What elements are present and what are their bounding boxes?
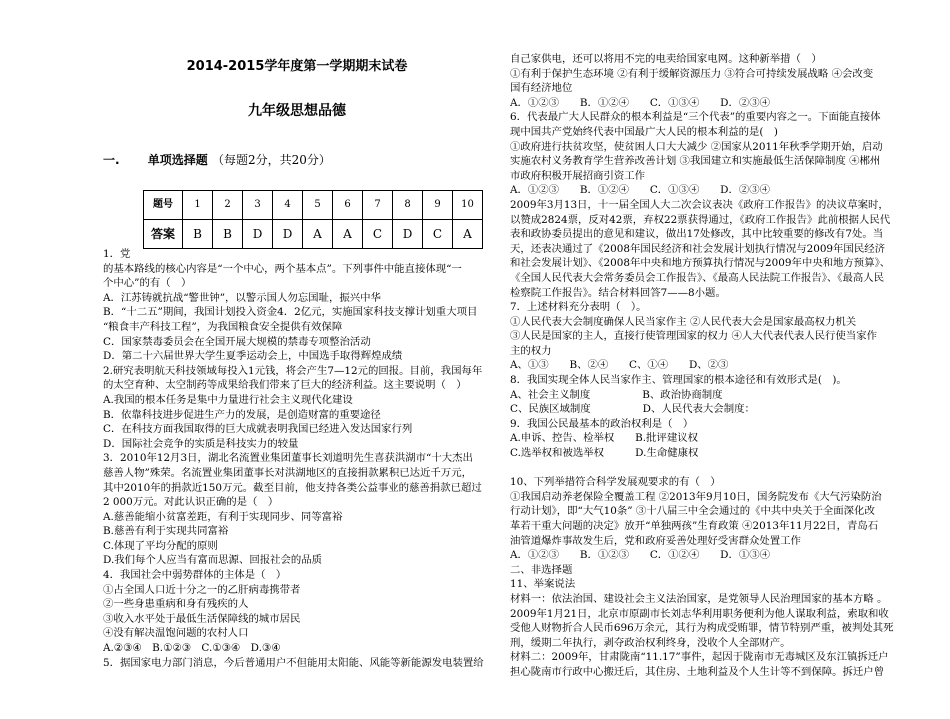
exam-subtitle: 九年级思想品德 bbox=[248, 103, 346, 119]
text-line: 现中国共产党始终代表中国最广大人民的根本利益的是( ) bbox=[510, 125, 778, 138]
text-line: 检察院工作报告》。结合材料回答7——8小题。 bbox=[510, 286, 726, 299]
text-line: A.慈善能缩小贫富差距，有利于实现同步、同等富裕 bbox=[103, 510, 343, 523]
text-line: ③人民是国家的主人，直接行使管理国家的权力 ④人大代表代表人民行使当家作 bbox=[510, 330, 877, 343]
text-line: 材料二：2009年，甘肃陇南“11.17”事件，起因于陇南市无毒城区及东江镇拆迁户 bbox=[510, 651, 889, 664]
answer-cell: A bbox=[453, 220, 483, 249]
text-line: D．第二十六届世界大学生夏季运动会上，中国选手取得辉煌成绩 bbox=[103, 350, 403, 363]
text-line: 4．我国社会中弱势群体的主体是（ ） bbox=[103, 569, 287, 582]
text-line: 6．代表最广大人民群众的根本利益是“三个代表”的重要内容之一。下面能直接体 bbox=[510, 111, 881, 124]
text-line: ②一些身患重病和身有残疾的人 bbox=[103, 598, 249, 611]
table-header-cell: 答案 bbox=[144, 220, 183, 249]
text-line: 实施农村义务教育学生营养改善计划 ③我国建立和实施最低生活保障制度 ④郴州 bbox=[510, 155, 881, 168]
text-line: 2.研究表明航天科技领域每投入1元钱，将会产生7—12元的回报。目前，我国每年 bbox=[103, 364, 483, 377]
section-heading bbox=[103, 153, 331, 168]
right-column-questions bbox=[510, 52, 915, 680]
text-line: C.选举权和被选举权 D.生命健康权 bbox=[510, 447, 699, 460]
text-line: “粮食丰产科技工程”，为我国粮食安全提供有效保障 bbox=[103, 320, 343, 333]
text-line: 主的权力 bbox=[510, 344, 552, 357]
text-line: C．国家禁毒委员会在全国开展大规模的禁毒专项整治活动 bbox=[103, 335, 371, 348]
text-line: A．江苏铸就抗战“警世钟”，以警示国人勿忘国耻，振兴中华 bbox=[103, 291, 381, 304]
text-line: ①政府进行扶贫攻坚，使贫困人口大大减少 ②国家从2011年秋季学期开始，启动 bbox=[510, 140, 883, 153]
answer-table bbox=[143, 190, 483, 249]
exam-title: 2014-2015学年度第一学期期末试卷 bbox=[186, 59, 408, 74]
text-line: 刑，缓期二年执行，剥夺政治权利终身，没收个人全部财产。 bbox=[510, 636, 791, 649]
text-line: 8．我国实现全体人民当家作主、管理国家的根本途径和有效形式是( )。 bbox=[510, 374, 847, 387]
text-line: 11、举案说法 bbox=[510, 578, 576, 591]
text-line: D.我们每个人应当有富而思源、回报社会的品质 bbox=[103, 554, 323, 567]
question-number-cell: 1 bbox=[183, 191, 213, 220]
text-line: 2009年1月21日，北京市原副市长刘志华利用职务便利为他人谋取利益，索取和收 bbox=[510, 607, 889, 620]
text-line: 表和政协委员提出的意见和建议，做出17处修改，其中比较重要的修改有7处。当 bbox=[510, 228, 884, 241]
text-line bbox=[510, 461, 915, 476]
text-line: 天，还表决通过了《2008年国民经济和社会发展计划执行情况与2009年国民经济 bbox=[510, 242, 885, 255]
text-line: 和社会发展计划》、《2008年中央和地方预算执行情况与2009年中央和地方预算》、 bbox=[510, 257, 891, 270]
text-line: 个中心”的有（ ） bbox=[103, 277, 192, 290]
text-line: A.②③④ B.①②③ C.①③④ D.③④ bbox=[103, 642, 281, 655]
text-line: 2 000万元。对此认识正确的是（ ） bbox=[103, 496, 279, 509]
text-line: 1．党 bbox=[103, 248, 131, 260]
text-line: A．①②③ B．①②③ C．①②④ D．①③④ bbox=[510, 549, 771, 562]
question-number-cell: 4 bbox=[273, 191, 303, 220]
text-line: 油管道爆炸事故发生后，党和政府妥善处理好受害群众处置工作 bbox=[510, 534, 801, 547]
table-header-cell: 题号 bbox=[144, 191, 183, 220]
section-note: （每题2分，共20分） bbox=[211, 153, 331, 167]
text-line: ④没有解决温饱问题的农村人口 bbox=[103, 627, 249, 640]
text-line: ①我国启动养老保险全覆盖工程 ②2013年9月10日，国务院发布《大气污染防治 bbox=[510, 490, 882, 503]
question-number-cell: 7 bbox=[363, 191, 393, 220]
answer-cell: D bbox=[243, 220, 273, 249]
text-line: 材料一：依法治国、建设社会主义法治国家，是党领导人民治理国家的基本方略 。 bbox=[510, 592, 888, 605]
question-number-cell: 10 bbox=[453, 191, 483, 220]
text-line: ③收入水平处于最低生活保障线的城市居民 bbox=[103, 612, 301, 625]
text-line: B．依靠科技进步促进生产力的发展，是创造财富的重要途径 bbox=[103, 408, 381, 421]
answer-cell: B bbox=[183, 220, 213, 249]
question-number-cell: 8 bbox=[393, 191, 423, 220]
text-line: 市政府积极开展招商引资工作 bbox=[510, 169, 646, 182]
text-line: C.体现了平均分配的原则 bbox=[103, 539, 218, 552]
text-line: ①占全国人口近十分之一的乙肝病毒携带者 bbox=[103, 583, 301, 596]
table-row bbox=[144, 220, 483, 249]
text-line: A.我国的根本任务是集中力量进行社会主义现代化建设 bbox=[103, 393, 353, 406]
text-line: 的基本路线的核心内容是“一个中心，两个基本点”。下列事件中能直接体现“一 bbox=[103, 262, 462, 275]
text-line: A．①②③ B．①②④ C．①③④ D．②③④ bbox=[510, 96, 771, 109]
text-line: 的太空育种、太空制药等成果给我们带来了巨大的经济利益。这主要说明（ ） bbox=[103, 379, 467, 392]
answer-cell: B bbox=[213, 220, 243, 249]
text-line: 自己家供电，还可以将用不完的电卖给国家电网。这种新举措（ ） bbox=[510, 53, 822, 65]
text-line: A．①②③ B．①②④ C．①③④ D．②③④ bbox=[510, 184, 771, 197]
question-number-cell: 2 bbox=[213, 191, 243, 220]
text-line: 受他人财物折合人民币696万余元，其行为构成受贿罪，情节特别严重，被判处其死 bbox=[510, 622, 894, 635]
text-line: A、①③ B、②④ C、①④ D、②③ bbox=[510, 359, 729, 372]
text-line: 10、下列举措符合科学发展观要求的有（ ） bbox=[510, 476, 721, 489]
text-line: 3．2010年12月3日，湖北名流置业集团董事长刘道明先生喜获洪湖市“十大杰出 bbox=[103, 452, 473, 465]
answer-cell: D bbox=[393, 220, 423, 249]
answer-cell: D bbox=[273, 220, 303, 249]
text-line: C．在科技方面我国取得的巨大成就表明我国已经进入发达国家行列 bbox=[103, 423, 413, 436]
text-line: 2009年3月13日，十一届全国人大二次会议表决《政府工作报告》的决议草案时， bbox=[510, 198, 889, 211]
text-line: 7．上述材料充分表明（ ）。 bbox=[510, 301, 647, 314]
text-line: 二、非选择题 bbox=[510, 563, 573, 576]
text-line: 行动计划》，即“大气10条” ③十八届三中全会通过的《中共中央关于全面深化改 bbox=[510, 505, 875, 518]
text-line: ①有利于保护生态环境 ②有利于缓解资源压力 ③符合可持续发展战略 ④会改变 bbox=[510, 67, 874, 80]
table-row bbox=[144, 191, 483, 220]
text-line: 9．我国公民最基本的政治权利是（ ） bbox=[510, 417, 694, 430]
text-line: 《全国人民代表大会常务委员会工作报告》、《最高人民法院工作报告》、《最高人民 bbox=[510, 271, 885, 284]
question-number-cell: 3 bbox=[243, 191, 273, 220]
text-line: 以赞成2824票，反对42票，弃权22票获得通过，《政府工作报告》此前根据人民代 bbox=[510, 213, 891, 226]
answer-cell: A bbox=[333, 220, 363, 249]
text-line: 国有经济地位 bbox=[510, 82, 573, 95]
section-number: 一. bbox=[103, 153, 120, 167]
answer-cell: C bbox=[423, 220, 453, 249]
text-line: A.申诉、控告、检举权 B.批评建议权 bbox=[510, 432, 698, 445]
question-number-cell: 5 bbox=[303, 191, 333, 220]
text-line: D．国际社会竞争的实质是科技实力的较量 bbox=[103, 437, 299, 450]
section-title: 单项选择题 bbox=[147, 153, 208, 167]
text-line: 担心陇南市行政中心搬迁后，其住房、土地利益及个人生计等不到保障。拆迁户曾 bbox=[510, 665, 885, 678]
text-line: ①人民代表大会制度确保人民当家作主 ②人民代表大会是国家最高权力机关 bbox=[510, 315, 857, 328]
question-number-cell: 6 bbox=[333, 191, 363, 220]
text-line: C、民族区域制度 D、人民代表大会制度： bbox=[510, 403, 755, 416]
text-line: 其中2010年的捐款近150万元。截至目前，他支持各类公益事业的慈善捐款已超过 bbox=[103, 481, 482, 494]
text-line: A、社会主义制度 B、政治协商制度 bbox=[510, 388, 723, 401]
text-line: B．“十二五”期间，我国计划投入资金4．2亿元，实施国家科技支撑计划重大项目 bbox=[103, 306, 478, 319]
answer-cell: C bbox=[363, 220, 393, 249]
text-line: 革若干重大问题的决定》放开“单独两孩”生育政策 ④2013年11月22日，青岛石 bbox=[510, 520, 879, 532]
answer-cell: A bbox=[303, 220, 333, 249]
text-line: 5．据国家电力部门消息，今后普通用户不但能用太阳能、风能等新能源发电装置给 bbox=[103, 656, 484, 669]
question-number-cell: 9 bbox=[423, 191, 453, 220]
left-column-questions bbox=[103, 247, 491, 670]
text-line: 慈善人物”殊荣。名流置业集团董事长对洪湖地区的直接捐款累积已达近千万元， bbox=[103, 466, 472, 479]
text-line: B.慈善有利于实现共同富裕 bbox=[103, 525, 229, 538]
